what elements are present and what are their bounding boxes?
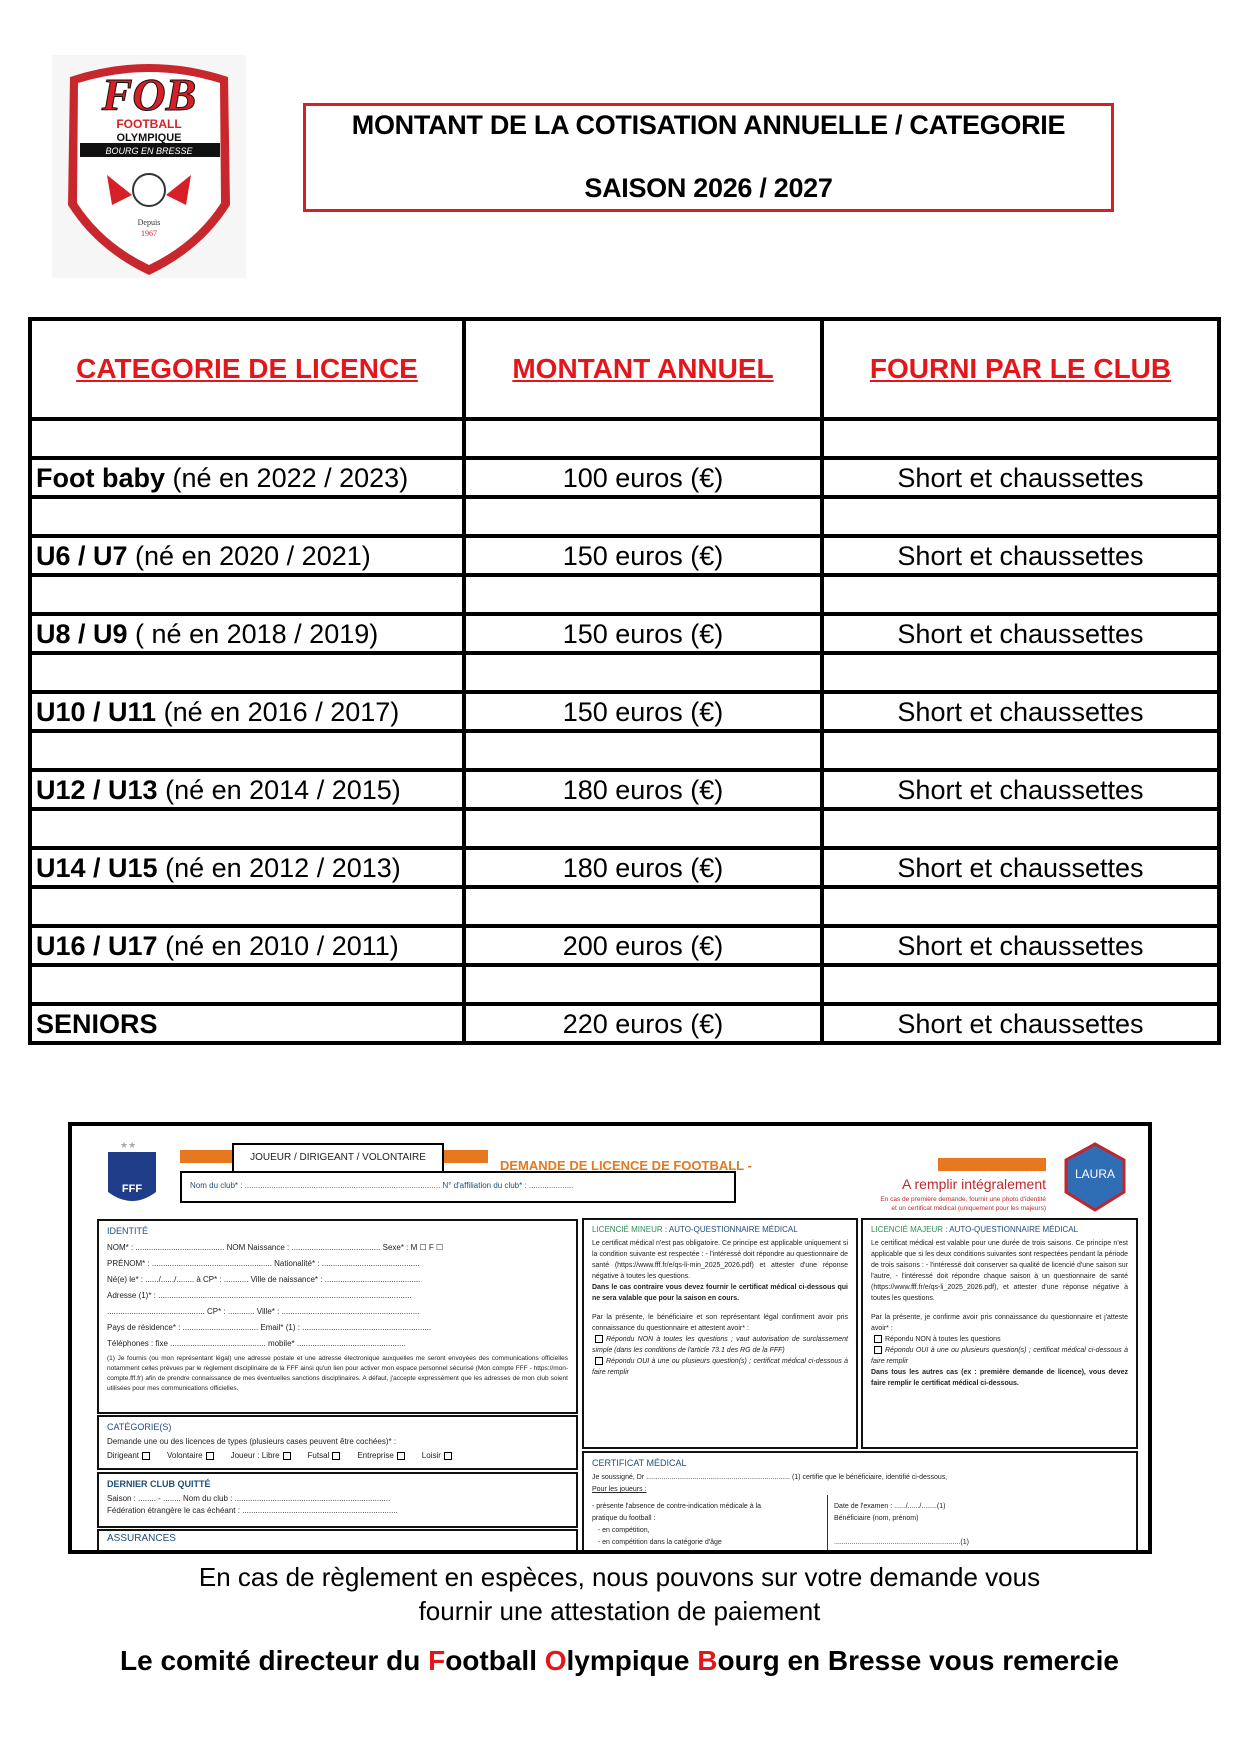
empty-cell <box>822 887 1219 926</box>
table-row <box>30 926 1219 965</box>
provided-cell: Short et chaussettes <box>822 614 1219 653</box>
club-logo <box>52 55 246 278</box>
major-text: Par la présente, je confirme avoir pris connaissance du questionnaire et j'atteste avoir* : <box>871 1314 1128 1332</box>
identity-heading: IDENTITÉ <box>107 1226 149 1236</box>
major-option-yes: Répondu OUI à une ou plusieurs question(s) ; certificat médical ci-dessous à faire remplir <box>871 1347 1128 1365</box>
cash-payment-note: En cas de règlement en espèces, nous pouvons sur votre demande vous <box>198 1562 1041 1592</box>
major-option-no: Répondu NON à toutes les questions <box>885 1336 1001 1343</box>
amount-cell: 180 euros (€) <box>464 770 822 809</box>
svg-text:FOB: FOB <box>101 69 197 120</box>
svg-text:Depuis: Depuis <box>137 218 161 227</box>
thanks-text: Le comité directeur du <box>120 1645 429 1676</box>
category-option-label: Loisir <box>421 1451 441 1460</box>
birth-years: (né en 2010 / 2011) <box>157 930 399 961</box>
checkbox <box>332 1452 340 1460</box>
identity-field-line: NOM* : ........................................ NOM Naissance : ........................................ Sexe* : M ☐ F ☐ <box>107 1243 444 1252</box>
last-club-line: Fédération étrangère le cas échéant : ...................................................................... <box>107 1506 398 1515</box>
category-cell <box>30 692 464 731</box>
page-title: MONTANT DE LA COTISATION ANNUELLE / CATEGORIE <box>351 110 1066 140</box>
season-title: SAISON 2026 / 2027 <box>584 173 833 203</box>
empty-cell <box>822 731 1219 770</box>
birth-years: (né en 2012 / 2013) <box>157 852 401 883</box>
birth-years: ( né en 2018 / 2019) <box>127 618 379 649</box>
major-text: Le certificat médical est valable pour une durée de trois saisons. Ce principe n'est applicable que si les deux conditions suivantes sont respectées pendant la période de trois saisons : - l'intéressé doit conserver sa qualité de licencié d'une saison sur l'autre, - l'intéressé doit répondre chaque saison à un questionnaire de santé (https://www.fff.fr/e/qs-li_2025_2026.pdf), et attester d'une réponse négative à toutes les questions. <box>871 1240 1128 1302</box>
thanks-initial-o: O <box>544 1645 567 1676</box>
thanks-note <box>0 1645 1239 1677</box>
spacer-row <box>30 887 1219 926</box>
club-name-field: Nom du club* : ........................................................................................ N° d'affiliation du club* : .................... <box>180 1171 736 1203</box>
laura-logo-icon <box>1062 1142 1128 1212</box>
amount-cell: 200 euros (€) <box>464 926 822 965</box>
title-box <box>303 103 1114 212</box>
category-name: Foot baby <box>36 462 165 493</box>
certificate-line: .................................................................(1) <box>834 1539 969 1546</box>
empty-cell <box>464 497 822 536</box>
category-name: U16 / U17 <box>36 930 158 961</box>
amount-cell: 150 euros (€) <box>464 692 822 731</box>
thanks-text: ootball <box>445 1645 545 1676</box>
category-name: U6 / U7 <box>36 540 128 571</box>
identity-field-line: Né(e) le* : ....../....../........ à CP* : ........... Ville de naissance* : ........................................... <box>107 1275 421 1284</box>
category-option <box>231 1451 294 1460</box>
certificate-line: Bénéficiaire (nom, prénom) <box>834 1515 919 1522</box>
provided-cell: Short et chaussettes <box>822 770 1219 809</box>
categories-heading: CATÉGORIE(S) <box>107 1422 172 1432</box>
fill-note-1: En cas de première demande, fournir une photo d'identité <box>880 1196 1046 1203</box>
svg-text:FFF: FFF <box>121 1183 143 1195</box>
header-amount: MONTANT ANNUEL <box>464 319 822 419</box>
category-name: U10 / U11 <box>36 696 157 727</box>
minor-option-no: Répondu NON à toutes les questions ; vaut autorisation de surclassement simple (dans les conditions de l'article 73.1 des RG de la FFF) <box>592 1336 848 1354</box>
identity-field-line: Adresse (1)* : .................................................................................................................. <box>107 1291 412 1300</box>
medical-certificate-section <box>582 1451 1138 1554</box>
empty-cell <box>464 575 822 614</box>
category-name: U12 / U13 <box>36 774 158 805</box>
category-option <box>107 1451 153 1460</box>
category-cell <box>30 536 464 575</box>
table-row <box>30 848 1219 887</box>
header-provided: FOURNI PAR LE CLUB <box>822 319 1219 419</box>
svg-text:FOOTBALL: FOOTBALL <box>116 117 182 131</box>
fees-table <box>28 317 1221 1045</box>
thanks-initial-b: B <box>697 1645 718 1676</box>
empty-cell <box>30 731 464 770</box>
empty-cell <box>464 887 822 926</box>
category-cell <box>30 848 464 887</box>
minor-option-yes: Répondu OUI à une ou plusieurs question(s) ; certificat médical ci-dessous à faire remplir <box>592 1358 848 1376</box>
fff-logo-icon <box>102 1140 162 1210</box>
category-cell <box>30 926 464 965</box>
empty-cell <box>464 809 822 848</box>
category-cell <box>30 1004 464 1043</box>
fill-note-2: et un certificat médical (uniquement pour les majeurs) <box>891 1205 1046 1212</box>
empty-cell <box>822 809 1219 848</box>
spacer-row <box>30 575 1219 614</box>
provided-cell: Short et chaussettes <box>822 692 1219 731</box>
amount-cell: 150 euros (€) <box>464 614 822 653</box>
amount-cell: 150 euros (€) <box>464 536 822 575</box>
license-form-image <box>68 1122 1152 1554</box>
category-option-label: Entreprise <box>357 1451 394 1460</box>
checkbox <box>206 1452 214 1460</box>
category-option <box>357 1451 407 1460</box>
amount-cell: 100 euros (€) <box>464 458 822 497</box>
certificate-line: - en compétition, <box>592 1527 650 1534</box>
category-option-label: Joueur : Libre <box>230 1451 280 1460</box>
fill-notice: A remplir intégralement <box>902 1176 1046 1192</box>
thanks-text: ourg en Bresse vous remercie <box>717 1645 1119 1676</box>
category-option <box>308 1451 344 1460</box>
empty-cell <box>30 809 464 848</box>
last-club-heading: DERNIER CLUB QUITTÉ <box>107 1479 211 1489</box>
empty-cell <box>822 965 1219 1004</box>
category-option <box>167 1451 217 1460</box>
major-questionnaire-section <box>861 1218 1138 1449</box>
svg-text:1967: 1967 <box>141 229 157 238</box>
certificate-line: - présente l'absence de contre-indication médicale à la <box>592 1503 762 1510</box>
table-row <box>30 692 1219 731</box>
empty-cell <box>464 965 822 1004</box>
categories-section <box>97 1415 578 1470</box>
birth-years: (né en 2014 / 2015) <box>157 774 401 805</box>
table-header-row <box>30 319 1219 419</box>
identity-field-line: Pays de résidence* : .................................. Email* (1) : .......................................................... <box>107 1323 432 1332</box>
insurance-heading: ASSURANCES <box>107 1533 176 1544</box>
identity-field-line: ............................................ CP* : ............ Ville* : .............................................................. <box>107 1307 420 1316</box>
empty-cell <box>464 731 822 770</box>
insurance-section <box>97 1529 578 1554</box>
cash-payment-note-2: fournir une attestation de paiement <box>418 1596 821 1626</box>
birth-years: (né en 2020 / 2021) <box>127 540 371 571</box>
table-row <box>30 536 1219 575</box>
spacer-row <box>30 497 1219 536</box>
checkbox <box>397 1452 405 1460</box>
category-option <box>422 1451 455 1460</box>
certificate-line: Date de l'examen : ....../....../........(1) <box>834 1503 946 1510</box>
svg-text:BOURG EN BRESSE: BOURG EN BRESSE <box>105 146 193 156</box>
license-type-box: JOUEUR / DIRIGEANT / VOLONTAIRE <box>232 1143 444 1173</box>
certificate-line: pratique du football : <box>592 1515 656 1522</box>
empty-cell <box>30 575 464 614</box>
provided-cell: Short et chaussettes <box>822 458 1219 497</box>
svg-text:OLYMPIQUE: OLYMPIQUE <box>116 132 182 144</box>
categories-intro: Demande une ou des licences de types (plusieurs cases peuvent être cochées)* : <box>107 1437 397 1446</box>
last-club-section <box>97 1472 578 1528</box>
empty-cell <box>464 419 822 458</box>
minor-heading-rest: : AUTO-QUESTIONNAIRE MÉDICAL <box>662 1225 798 1234</box>
table-row <box>30 770 1219 809</box>
last-club-line: Saison : ........ - ........ Nom du club : ...................................................................... <box>107 1494 391 1503</box>
certificate-line: - en compétition dans la catégorie d'âge <box>592 1539 722 1546</box>
category-option-label: Futsal <box>307 1451 330 1460</box>
identity-note: (1) Je fournis (ou mon représentant légal) une adresse postale et une adresse électronique auxquelles me seront envoyées des communications officielles notamment celles prévues par le règlement disciplinaire de la FFF ainsi qu'un lien pour activer mon espace personnel sécurisé (Mon compte FFF - https://mon-compte.fff.fr) afin de prendre connaissance de mes éventuelles sanctions disciplinaires. A défaut, j'accepte expressément que les adresses de mon club soient utilisées pour mes communications officielles. <box>107 1355 568 1392</box>
orange-bar-right <box>938 1158 1046 1171</box>
identity-field-line: PRÉNOM* : ...................................................... Nationalité* : ............................................ <box>107 1259 420 1268</box>
category-cell <box>30 614 464 653</box>
header-category: CATEGORIE DE LICENCE <box>30 319 464 419</box>
divider <box>827 1495 828 1554</box>
svg-text:LAURA: LAURA <box>1074 1167 1116 1181</box>
empty-cell <box>822 419 1219 458</box>
empty-cell <box>30 653 464 692</box>
empty-cell <box>30 887 464 926</box>
table-row <box>30 614 1219 653</box>
amount-cell: 180 euros (€) <box>464 848 822 887</box>
thanks-initial-f: F <box>428 1645 446 1676</box>
checkbox <box>874 1335 882 1343</box>
spacer-row <box>30 419 1219 458</box>
thanks-text: lympique <box>566 1645 698 1676</box>
svg-text:★★: ★★ <box>120 1140 137 1150</box>
category-name: U8 / U9 <box>36 618 128 649</box>
provided-cell: Short et chaussettes <box>822 1004 1219 1043</box>
spacer-row <box>30 731 1219 770</box>
minor-questionnaire-section <box>582 1218 858 1449</box>
table-row <box>30 458 1219 497</box>
provided-cell: Short et chaussettes <box>822 536 1219 575</box>
certificate-players: Pour les joueurs : <box>592 1486 647 1493</box>
checkbox <box>595 1335 603 1343</box>
provided-cell: Short et chaussettes <box>822 848 1219 887</box>
major-text-bold: Dans tous les autres cas (ex : première demande de licence), vous devez faire remplir le certificat médical ci-dessous. <box>871 1369 1128 1387</box>
certificate-line <box>834 1525 1124 1537</box>
minor-text: Le certificat médical n'est pas obligatoire. Ce principe est applicable uniquement si la condition suivante est respectée : - l'intéressé doit répondre au questionnaire de santé (https://www.fff.fr/e/qs-li-min_2025_2026.pdf) et attester d'une réponse négative à toutes les questions. <box>592 1240 848 1280</box>
category-option-label: Volontaire <box>167 1451 203 1460</box>
major-heading-rest: : AUTO-QUESTIONNAIRE MÉDICAL <box>943 1225 1078 1234</box>
identity-field-line: Téléphones : fixe ........................................... mobile* ................................................. <box>107 1339 406 1348</box>
empty-cell <box>30 965 464 1004</box>
empty-cell <box>822 575 1219 614</box>
empty-cell <box>30 497 464 536</box>
minor-text: Par la présente, le bénéficiaire et son représentant légal confirment avoir pris connaissance du questionnaire et attestent avoir* : <box>592 1314 848 1332</box>
category-cell <box>30 458 464 497</box>
spacer-row <box>30 653 1219 692</box>
spacer-row <box>30 965 1219 1004</box>
checkbox <box>444 1452 452 1460</box>
checkbox <box>142 1452 150 1460</box>
minor-heading: LICENCIÉ MINEUR <box>592 1225 663 1234</box>
category-cell <box>30 770 464 809</box>
birth-years: (né en 2016 / 2017) <box>156 696 400 727</box>
minor-text-bold: Dans le cas contraire vous devez fournir le certificat médical ci-dessous qui ne sera valable que pour la saison en cours. <box>592 1284 848 1302</box>
major-heading: LICENCIÉ MAJEUR <box>871 1225 944 1234</box>
category-name: U14 / U15 <box>36 852 158 883</box>
birth-years: (né en 2022 / 2023) <box>165 462 409 493</box>
empty-cell <box>822 497 1219 536</box>
checkbox <box>283 1452 291 1460</box>
provided-cell: Short et chaussettes <box>822 926 1219 965</box>
certificate-heading: CERTIFICAT MÉDICAL <box>592 1458 687 1468</box>
empty-cell <box>30 419 464 458</box>
category-name: SENIORS <box>36 1008 158 1039</box>
certificate-line: Je soussigné, Dr .......................................................................... (1) certifie que le bénéficiaire, identifié ci-dessous, <box>592 1474 948 1481</box>
form-title: DEMANDE DE LICENCE DE FOOTBALL - <box>500 1158 752 1173</box>
category-option-label: Dirigeant <box>107 1451 140 1460</box>
checkbox <box>874 1346 882 1354</box>
table-row <box>30 1004 1219 1043</box>
empty-cell <box>822 653 1219 692</box>
spacer-row <box>30 809 1219 848</box>
empty-cell <box>464 653 822 692</box>
checkbox <box>595 1357 603 1365</box>
amount-cell: 220 euros (€) <box>464 1004 822 1043</box>
identity-section <box>97 1219 578 1414</box>
